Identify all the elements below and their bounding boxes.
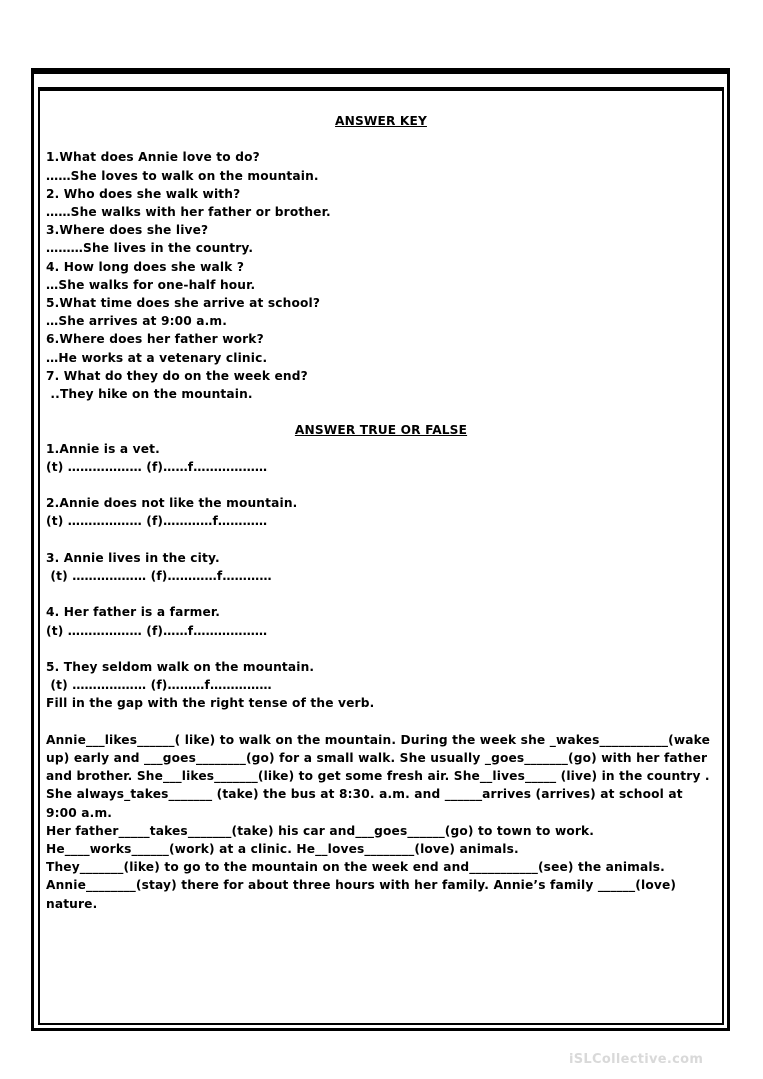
answer-key-line: 4. How long does she walk ? <box>46 259 245 274</box>
fill-gap-paragraph: Her father_____takes_______(take) his car and___goes______(go) to town to work. <box>46 823 595 838</box>
tf-question: 4. Her father is a farmer. <box>46 605 221 620</box>
watermark: iSLCollective.com <box>569 1052 704 1067</box>
tf-answer: (t) ……………… (f)……f……………… <box>46 623 268 638</box>
answer-key-line: 5.What time does she arrive at school? <box>46 296 321 311</box>
answer-key-line: ……She loves to walk on the mountain. <box>46 168 319 183</box>
answer-key-line: ………She lives in the country. <box>46 241 254 256</box>
tf-answer: (t) ……………… (f)…………f………… <box>46 514 268 529</box>
tf-answer: (t) ……………… (f)…………f………… <box>46 569 272 584</box>
tf-question: 5. They seldom walk on the mountain. <box>46 660 315 674</box>
answer-key-line: …She walks for one-half hour. <box>46 277 256 292</box>
answer-key-line: ..They hike on the mountain. <box>46 387 253 402</box>
answer-key-line: …He works at a vetenary clinic. <box>46 350 268 365</box>
tf-question: 3. Annie lives in the city. <box>46 550 220 565</box>
tf-question: 1.Annie is a vet. <box>46 441 160 456</box>
answer-key-line: 7. What do they do on the week end? <box>46 368 308 383</box>
fill-gap-paragraph: She always_takes_______ (take) the bus at 8:30. a.m. and ______arrives (arrives) at school at 9:00 a.m. <box>46 787 683 820</box>
answer-key-line: ……She walks with her father or brother. <box>46 205 331 219</box>
answer-key-list <box>46 148 716 403</box>
tf-answer: (t) ……………… (f)………f…………… <box>46 678 272 693</box>
fill-gap-paragraph: They_______(like) to go to the mountain on the week end and___________(see) the animals. <box>46 860 665 875</box>
answer-key-title: ANSWER KEY <box>335 114 427 128</box>
fill-gap-paragraph: Annie___likes______( like) to walk on the mountain. During the week she _wakes___________(wake up) early and ___goes________(go) for a small walk. She usually _goes_______(go) with her father and brother. She___likes_______(like) to get some fresh air. She__lives_____ (live) in the country . <box>46 732 711 784</box>
tf-question: 2.Annie does not like the mountain. <box>46 496 298 511</box>
fill-gap-paragraph: Annie________(stay) there for about three hours with her family. Annie’s family ______(love) nature. <box>46 878 677 911</box>
fill-gap-instruction: Fill in the gap with the right tense of the verb. <box>46 696 375 711</box>
true-false-title: ANSWER TRUE OR FALSE <box>294 423 468 438</box>
answer-key-line: 3.Where does she live? <box>46 223 209 238</box>
tf-answer: (t) ……………… (f)……f……………… <box>46 459 268 474</box>
answer-key-line: 2. Who does she walk with? <box>46 186 241 201</box>
worksheet-content <box>46 112 716 913</box>
answer-key-line: …She arrives at 9:00 a.m. <box>46 314 228 329</box>
answer-key-line: 6.Where does her father work? <box>46 332 264 347</box>
fill-gap-paragraph: He____works______(work) at a clinic. He__loves________(love) animals. <box>46 842 519 857</box>
answer-key-line: 1.What does Annie love to do? <box>46 150 260 165</box>
